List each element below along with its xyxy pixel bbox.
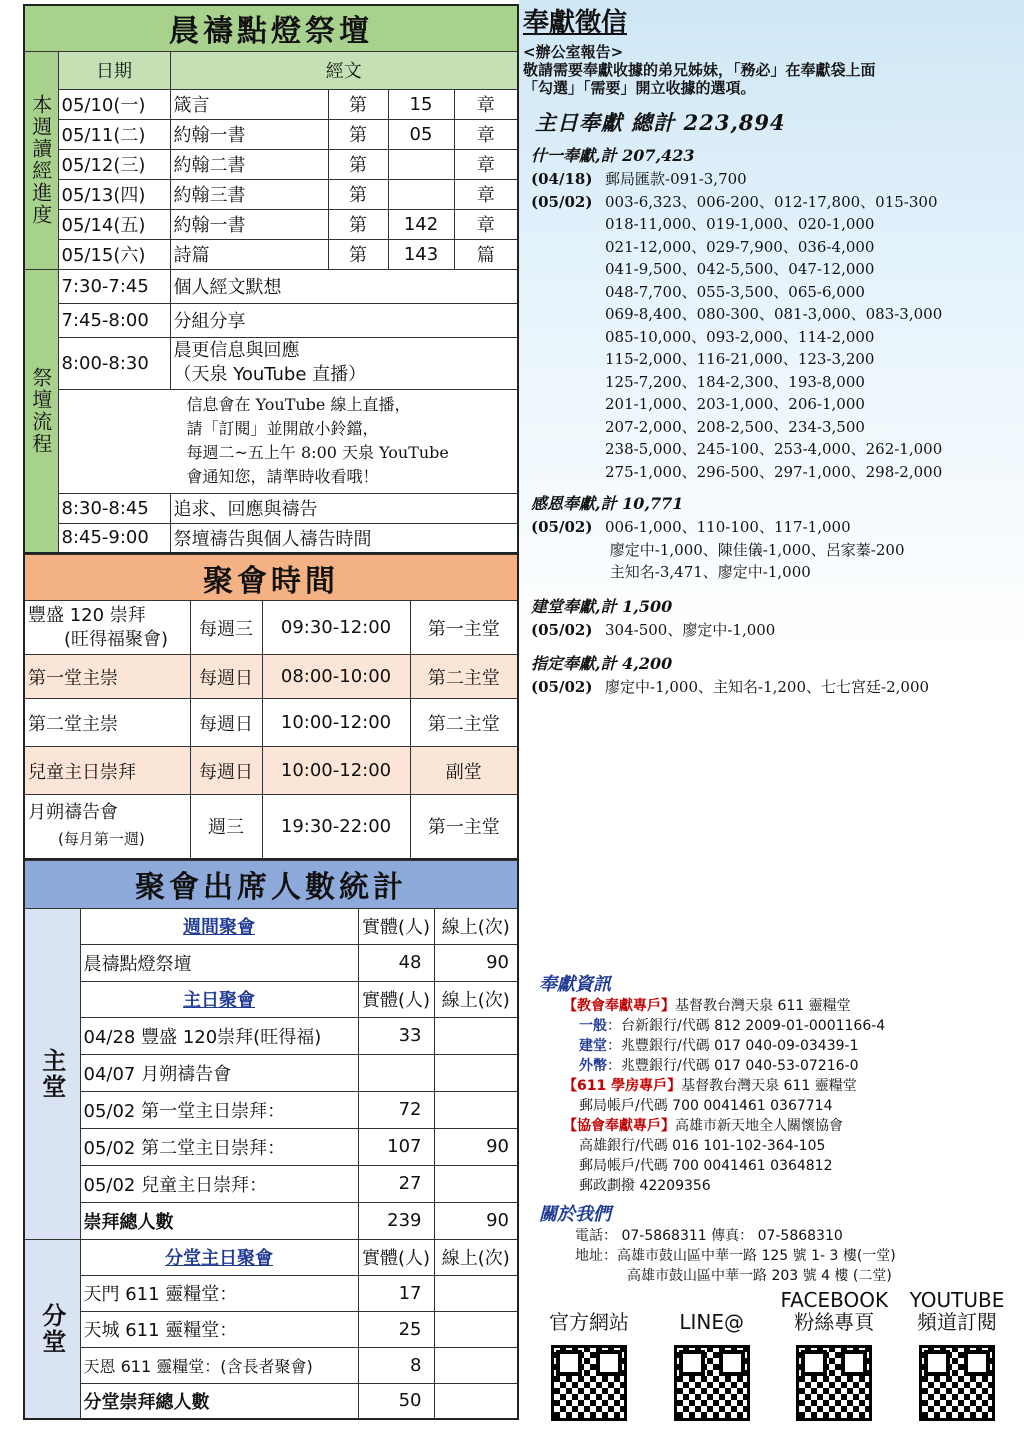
right-column bbox=[519, 0, 1024, 1448]
branch-total-row: 分堂崇拜總人數 50 bbox=[24, 1383, 518, 1419]
info-line: 【611 學房專戶】基督教台灣天泉 611 靈糧堂 bbox=[563, 1078, 857, 1094]
qr-codes bbox=[533, 1285, 1013, 1421]
attendance-table: 聚會出席人數統計 主堂 週間聚會 實體(人) 線上(次) 晨禱點燈祭壇 48 90 主日聚會 實體(人) 線上(次) 04/28 豐盛 120崇拜(旺得福) 33 04/07 月朔禱告會 05/02 第一堂主日崇拜： 72 05/02 第二堂主日崇拜： 107 90 05/02 兒童主日崇拜： 27 崇拜總人數 239 90 分堂 分堂主日聚會 實體(人) 線上(次) 天門 611 靈糧堂： 17 天城 611 靈糧堂： 25 天恩 611 靈糧堂：(含長者聚會) 8 分堂崇拜總人數 50 bbox=[23, 860, 519, 1421]
branch-label: 分堂 bbox=[24, 1239, 80, 1419]
branch-row: 天門 611 靈糧堂： 17 bbox=[24, 1275, 518, 1311]
info-line: 外幣：兆豐銀行/代碼 017 040-53-07216-0 bbox=[579, 1058, 859, 1074]
reading-row: 05/12(三) 約翰二書 第 章 bbox=[24, 149, 518, 179]
offering-title: 奉獻徵信 bbox=[523, 8, 628, 38]
attendance-row: 05/02 兒童主日崇拜： 27 bbox=[24, 1165, 518, 1202]
info-line: 【教會奉獻專戶】基督教台灣天泉 611 靈糧堂 bbox=[563, 998, 851, 1014]
receipt-notice-2: 「勾選」「需要」開立收據的選項。 bbox=[523, 79, 756, 97]
flow-desc: 祭壇禱告與個人禱告時間 bbox=[170, 523, 518, 553]
info-line: 一般：台新銀行/代碼 812 2009-01-0001166-4 bbox=[579, 1018, 886, 1034]
meeting-row: 第二堂主崇 每週日 10:00-12:00 第二主堂 bbox=[24, 699, 518, 747]
reading-row: 05/13(四) 約翰三書 第 章 bbox=[24, 179, 518, 209]
donation-row: (05/02) 304-500、廖定中-1,000 bbox=[531, 620, 776, 639]
altar-table bbox=[23, 4, 519, 554]
flow-desc: 個人經文默想 bbox=[170, 269, 518, 303]
flow-time: 8:00-8:30 bbox=[58, 337, 170, 389]
meetings-title: 聚會時間 bbox=[24, 555, 518, 601]
phone-line: 電話： 07-5868311 傳真： 07-5868310 bbox=[575, 1228, 843, 1244]
attendance-row: 04/28 豐盛 120崇拜(旺得福) 33 bbox=[24, 1017, 518, 1054]
designated-header: 指定奉獻,計 4,200 bbox=[531, 654, 673, 673]
address-line-2: 高雄市鼓山區中華一路 203 號 4 樓 (二堂) bbox=[627, 1268, 892, 1284]
meeting-row: 第一堂主崇 每週日 08:00-10:00 第二主堂 bbox=[24, 655, 518, 699]
weekday-header: 週間聚會 bbox=[80, 908, 358, 944]
sunday-header: 主日聚會 bbox=[80, 981, 358, 1017]
reading-row: 05/14(五) 約翰一書 第 142 章 bbox=[24, 209, 518, 239]
donation-row: (05/02) 006-1,000、110-100、117-1,000 廖定中-1,000、陳佳儀-1,000、呂家蓁-200 主知名-3,471、廖定中-1,000 bbox=[531, 518, 905, 581]
branch-header: 分堂主日聚會 bbox=[80, 1239, 358, 1275]
attendance-title: 聚會出席人數統計 bbox=[24, 860, 518, 908]
meeting-row: 月朔禱告會 (每月第一週) 週三 19:30-22:00 第一主堂 bbox=[24, 795, 518, 859]
offering-total: 主日奉獻 總計 223,894 bbox=[535, 110, 786, 135]
attendance-row: 05/02 第二堂主日崇拜： 107 90 bbox=[24, 1128, 518, 1165]
qr-website[interactable]: 官方網站 bbox=[533, 1285, 645, 1421]
qr-line[interactable]: LINE@ bbox=[656, 1285, 768, 1421]
reading-side-label: 本週讀經進度 bbox=[24, 51, 58, 269]
branch-row: 天恩 611 靈糧堂：(含長者聚會) 8 bbox=[24, 1347, 518, 1383]
flow-desc: 分組分享 bbox=[170, 303, 518, 337]
meeting-row: 兒童主日崇拜 每週日 10:00-12:00 副堂 bbox=[24, 747, 518, 795]
receipt-notice: 敬請需要奉獻收據的弟兄姊妹，「務必」在奉獻袋上面 bbox=[523, 61, 876, 79]
left-column bbox=[23, 4, 517, 1420]
date-header: 日期 bbox=[58, 51, 170, 89]
youtube-notice: 信息會在 YouTube 線上直播， 請「訂閱」並開啟小鈴鐺， 每週二~五上午 8:00 天泉 YouTube 會通知您，請準時收看哦！ bbox=[58, 389, 518, 493]
info-line: 【協會奉獻專戶】高雄市新天地全人關懷協會 bbox=[563, 1118, 843, 1134]
flow-side-label: 祭壇流程 bbox=[24, 269, 58, 553]
donation-row: (05/02) 廖定中-1,000、主知名-1,200、七七宮廷-2,000 bbox=[531, 678, 930, 696]
qr-code-icon bbox=[674, 1345, 750, 1421]
address-line: 地址：高雄市鼓山區中華一路 125 號 1- 3 樓(一堂) bbox=[575, 1248, 896, 1264]
attendance-row: 04/07 月朔禱告會 bbox=[24, 1054, 518, 1091]
col-online: 線上(次) bbox=[434, 908, 518, 944]
tithe-header: 什一奉獻,計 207,423 bbox=[531, 146, 695, 165]
attendance-row: 05/02 第一堂主日崇拜： 72 bbox=[24, 1091, 518, 1128]
about-title: 關於我們 bbox=[539, 1204, 611, 1225]
flow-time: 7:30-7:45 bbox=[58, 269, 170, 303]
info-line: 郵政劃撥 42209356 bbox=[579, 1178, 711, 1194]
meeting-row: 豐盛 120 崇拜 (旺得福聚會) 每週三 09:30-12:00 第一主堂 bbox=[24, 601, 518, 655]
altar-title: 晨禱點燈祭壇 bbox=[24, 5, 518, 51]
thanks-header: 感恩奉獻,計 10,771 bbox=[531, 494, 684, 513]
flow-time: 7:45-8:00 bbox=[58, 303, 170, 337]
flow-time: 8:45-9:00 bbox=[58, 523, 170, 553]
qr-code-icon bbox=[796, 1345, 872, 1421]
meetings-table bbox=[23, 554, 519, 860]
flow-desc: 晨更信息與回應 （天泉 YouTube 直播） bbox=[170, 337, 518, 389]
info-line: 郵局帳戶/代碼 700 0041461 0364812 bbox=[579, 1158, 833, 1174]
reading-row: 05/10(一) 箴言 第 15 章 bbox=[24, 89, 518, 119]
qr-code-icon bbox=[919, 1345, 995, 1421]
branch-row: 天城 611 靈糧堂： 25 bbox=[24, 1311, 518, 1347]
main-total-row: 崇拜總人數 239 90 bbox=[24, 1202, 518, 1239]
qr-facebook[interactable]: FACEBOOK 粉絲專頁 bbox=[778, 1285, 890, 1421]
donation-row: (04/18) 郵局匯款-091-3,700 bbox=[531, 170, 747, 188]
donation-row: (05/02) 003-6,323、006-200、012-17,800、015-300 018-11,000、019-1,000、020-1,000 021-12,000、029-7,900、036-4,000 041-9,500、042-5,500、047-12,000 048-7,700、055-3,500、065-6,000 069-8,400、080-300、081-3,000、083-3,000 085-10,000、093-2,000、114-2,000 115-2,000、116-21,000、123-3,200 125-7,200、184-2,300、193-8,000 201-1,000、203-1,000、206-1,000 207-2,000、208-2,500、234-3,500 238-5,000、245-100、253-4,000、262-1,000 275-1,000、296-500、297-1,000、298-2,000 bbox=[531, 192, 943, 481]
office-label: <辦公室報告> bbox=[523, 43, 624, 61]
flow-time: 8:30-8:45 bbox=[58, 493, 170, 523]
offering-info-title: 奉獻資訊 bbox=[539, 974, 611, 995]
reading-row: 05/11(二) 約翰一書 第 05 章 bbox=[24, 119, 518, 149]
qr-code-icon bbox=[551, 1345, 627, 1421]
offering-info bbox=[539, 970, 1019, 1286]
qr-youtube[interactable]: YOUTUBE 頻道訂閱 bbox=[901, 1285, 1013, 1421]
info-line: 高雄銀行/代碼 016 101-102-364-105 bbox=[579, 1138, 826, 1154]
info-line: 郵局帳戶/代碼 700 0041461 0367714 bbox=[579, 1098, 833, 1114]
main-hall-label: 主堂 bbox=[24, 908, 80, 1239]
text-header: 經文 bbox=[170, 51, 518, 89]
building-header: 建堂奉獻,計 1,500 bbox=[531, 596, 673, 616]
reading-row: 05/15(六) 詩篇 第 143 篇 bbox=[24, 239, 518, 269]
col-physical: 實體(人) bbox=[358, 908, 434, 944]
attendance-row: 晨禱點燈祭壇 48 90 bbox=[24, 944, 518, 981]
flow-desc: 追求、回應與禱告 bbox=[170, 493, 518, 523]
info-line: 建堂：兆豐銀行/代碼 017 040-09-03439-1 bbox=[579, 1038, 859, 1054]
